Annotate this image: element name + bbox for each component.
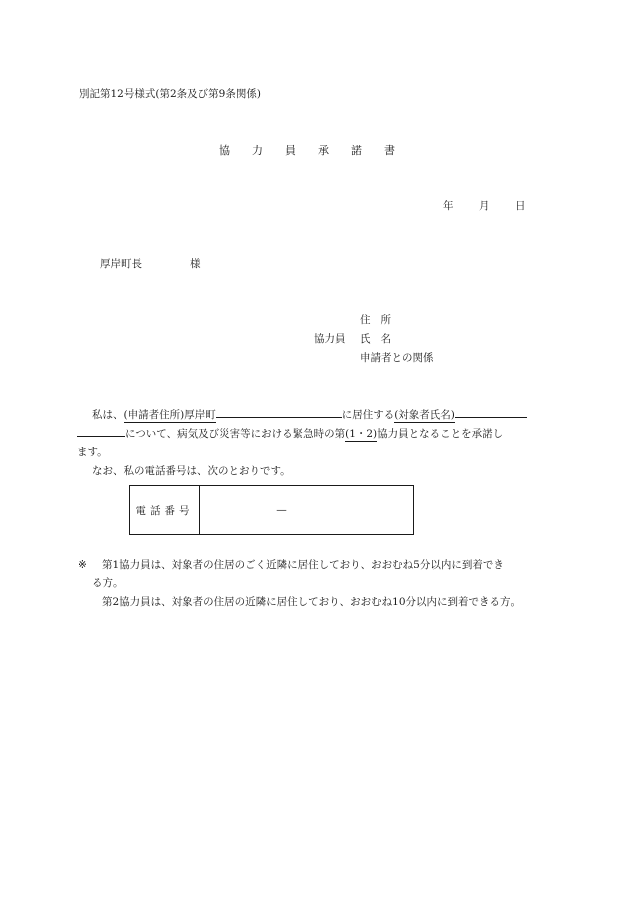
role-label: 協力員 <box>314 333 346 345</box>
document-title: 協力員承諾書 <box>219 144 417 157</box>
body-line2-suffix: 協力員となることを承諾し <box>377 428 504 440</box>
body-line2-text: について、病気及び災害等における緊急時の第 <box>125 428 346 440</box>
address-label: 住所 <box>360 314 401 326</box>
target-name-blank-cont <box>77 436 125 437</box>
phone-table <box>129 485 414 535</box>
name-label: 氏名 <box>360 333 401 345</box>
applicant-address-blank <box>216 417 342 418</box>
applicant-address-label: (申請者住所)厚岸町 <box>123 409 216 421</box>
body-line-1 <box>92 407 527 423</box>
target-name-blank <box>455 417 527 418</box>
date-month: 月 <box>479 200 490 212</box>
addressee-honorific: 様 <box>190 258 201 270</box>
addressee-name: 厚岸町長 <box>100 258 142 270</box>
body-prefix: 私は、 <box>92 409 124 421</box>
addressee <box>100 256 201 271</box>
note-first-cooperator: 第1協力員は、対象者の住居のごく近隣に居住しており、おおむね5分以内に到着でき <box>102 559 504 571</box>
phone-label: 電話番号 <box>130 486 200 534</box>
phone-value: — <box>276 504 287 516</box>
body-mid: に居住する <box>341 409 395 421</box>
note-second-cooperator: 第2協力員は、対象者の住居の近隣に居住しており、おおむね10分以内に到着できる方。 <box>102 596 522 608</box>
body-line-4: なお、私の電話番号は、次のとおりです。 <box>92 465 291 477</box>
date-line <box>443 198 526 213</box>
note-line-1-cont: る方。 <box>92 577 124 589</box>
note-mark: ※ <box>78 559 87 571</box>
form-number: 別記第12号様式(第2条及び第9条関係) <box>79 88 261 100</box>
note-line-1 <box>78 557 504 572</box>
date-year: 年 <box>443 200 454 212</box>
body-line-2 <box>77 426 503 442</box>
date-day: 日 <box>515 200 526 212</box>
body-line-3: ます。 <box>77 446 108 458</box>
cooperator-choice: (1・2) <box>345 428 378 440</box>
relation-label: 申請者との関係 <box>360 352 434 364</box>
target-name-label: (対象者氏名) <box>394 409 455 421</box>
